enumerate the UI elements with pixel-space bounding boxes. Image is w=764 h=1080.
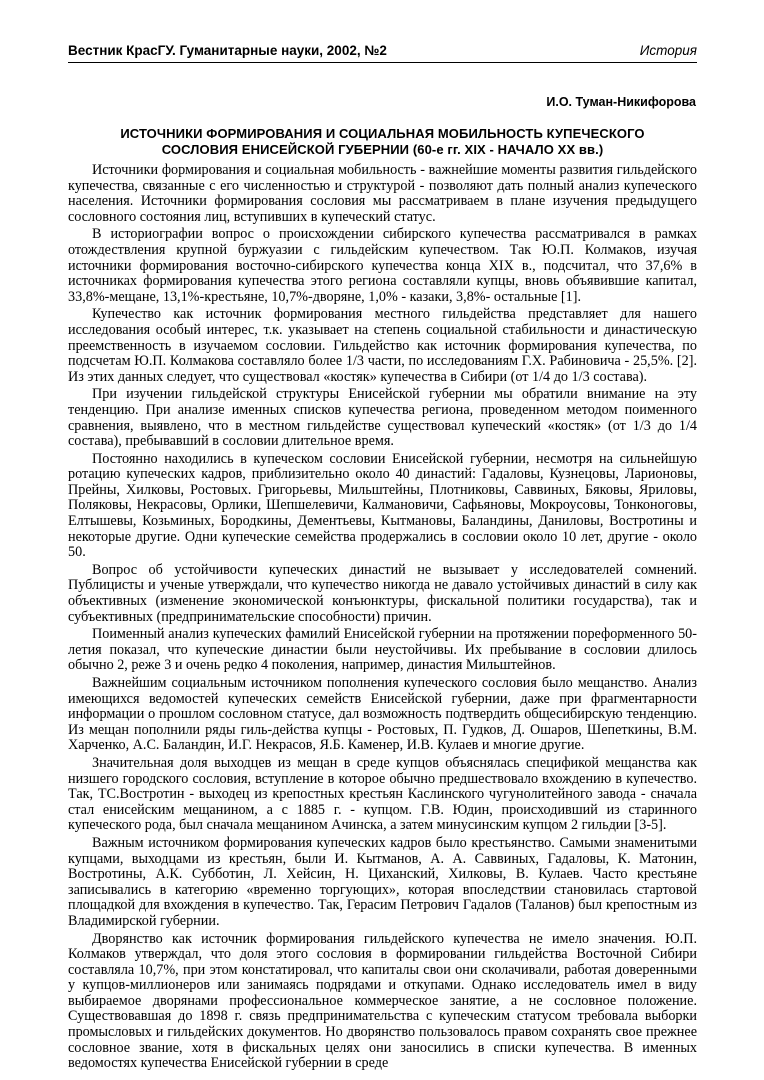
article-body <box>68 163 697 1074</box>
paragraph: Источники формирования и социальная мобильность - важнейшие моменты развития гильдейского купечества, связанные с его численностью и структурой - позволяют дать полный анализ купеческого населения. Источники формирования сословия мы рассматриваем в плане изучения предыдущего сословного состояния лиц, вступивших в купеческий статус. <box>68 162 697 225</box>
running-header <box>68 40 697 62</box>
section-name: История <box>639 43 697 58</box>
paragraph: В историографии вопрос о происхождении сибирского купечества рассматривался в рамках отождествления крупной буржуазии с гильдейским купечеством. Так Ю.П. Колмаков, изучая источники формирования восточно-сибирского купечества конца XIX в., подсчитал, что 37,6% в источниках формирования купечества этого региона составляли купцы, вновь объявившие капитал, 33,8%-мещане, 13,1%-крестьяне, 10,7%-дворяне, 1,0% - казаки, 3,8%- остальные [1]. <box>68 226 697 305</box>
paragraph: Важнейшим социальным источником пополнения купеческого сословия было мещанство. Анализ имеющихся ведомостей купеческих семейств Енисейской губернии, даже при фрагментарности информации о прошлом сословном статусе, дал возможность подтвердить общесибирскую тенденцию. Из мещан пополнили ряды гиль-действа купцы - Ростовых, П. Гудков, Д. Ошаров, Шепеткины, В.М. Харченко, А.С. Баландин, И.Г. Некрасов, Я.Б. Каменер, И.В. Кулаев и многие другие. <box>68 675 697 754</box>
header-rule <box>68 62 697 63</box>
article-title <box>68 126 697 158</box>
paragraph: Поименный анализ купеческих фамилий Енисейской губернии на протяжении пореформенного 50-летия показал, что купеческие династии были неустойчивы. Их пребывание в сословии длилось обычно 2, реже 3 и очень редко 4 поколения, например, династия Мильштейнов. <box>68 626 697 674</box>
paragraph: Купечество как источник формирования местного гильдейства представляет для нашего исследования особый интерес, т.к. указывает на степень социальной стабильности и династическую преемственность в изучаемом сословии. Гильдейство как источник формирования купечества, по подсчетам Ю.П. Колмакова составляло более 1/3 части, по исследованиям Г.Х. Рабиновича - 25,5%. [2]. Из этих данных следует, что существовал «костяк» купечества в Сибири (от 1/4 до 1/3 состава). <box>68 306 697 385</box>
paragraph: Значительная доля выходцев из мещан в среде купцов объяснялась спецификой мещанства как низшего городского сословия, вступление в которое обычно предшествовало вхождению в купечество. Так, ТС.Востротин - выходец из крепостных крестьян Каслинского чугунолитейного завода - сначала стал енисейским мещанином, а с 1885 г. - купцом. Г.В. Юдин, происходивший из старинного купеческого рода, был сначала мещанином Ачинска, а затем минусинским купцом 2 гильдии [3-5]. <box>68 754 697 834</box>
paragraph: Постоянно находились в купеческом сословии Енисейской губернии, несмотря на сильнейшую ротацию купеческих кадров, приблизительно около 40 династий: Гадаловы, Кузнецовы, Ларионовы, Прейны, Хилковы, Ростовых. Григорьевы, Мильштейны, Плотниковы, Саввиных, Бяковы, Яриловы, Поляковы, Некрасовы, Орлики, Шепшелевичи, Калмановичи, Сафьяновы, Мокроусовы, Тонконоговы, Елтышевы, Козьминых, Бородкины, Дементьевы, Кытмановы, Баландины, Даниловы, Востротины и некоторые другие. Одни купеческие семейства продержались в сословии около 10 лет, другие - около 50. <box>68 450 697 561</box>
paragraph: При изучении гильдейской структуры Енисейской губернии мы обратили внимание на эту тенденцию. При анализе именных списков купечества региона, проведенном методом поименного сравнения, выявлено, что в местном гильдействе существовал купеческий «костяк» (от 1/3 до 1/4 состава), пребывавший в сословии длительное время. <box>68 386 697 450</box>
paragraph: Вопрос об устойчивости купеческих династий не вызывает у исследователей сомнений. Публицисты и ученые утверждали, что купечество никогда не давало устойчивых династий в силу как объективных (изменение экономической конъюнктуры, фискальной политики государства), так и субъективных (предпринимательские способности) причин. <box>68 561 697 625</box>
paragraph: Важным источником формирования купеческих кадров было крестьянство. Самыми знаменитыми купцами, выходцами из крестьян, были И. Кытманов, А. А. Саввиных, Гадаловы, К. Матонин, Востротины, А.К. Субботин, Л. Хейсин, Н. Циханский, Хилковы, В. Кулаев. Часто крестьяне записывались в категорию «временно торгующих», которая впоследствии становилась стартовой площадкой для вхождения в купечество. Так, Герасим Петрович Гадалов (Таланов) был крепостным из Владимирской губернии. <box>68 834 697 929</box>
title-line-2: СОСЛОВИЯ ЕНИСЕЙСКОЙ ГУБЕРНИИ (60-е гг. XIX - НАЧАЛО XX вв.) <box>161 142 604 157</box>
author-name: И.О. Туман-Никифорова <box>546 95 696 109</box>
paragraph: Дворянство как источник формирования гильдейского купечества не имело значения. Ю.П. Колмаков утверждал, что доля этого сословия в формировании гильдейства Восточной Сибири составляла 10,7%, при этом констатировал, что капиталы свои они сколачивали, работая доверенными у купцов-миллионеров или занимаясь подрядами и откупами. Однако исследователь имел в виду выбираемое дворянами профессиональное коммерческое занятие, а не сословное положение. Существовавшая до 1898 г. связь предпринимательства с купеческим статусом требовала выборки промысловых и гильдейских документов. Но дворянство пользовалось правом сохранять свое прежнее сословное звание, хотя в фискальных целях они заносились в списки купечества. В именных ведомостях купечества Енисейской губернии в среде <box>68 930 697 1072</box>
title-line-1: ИСТОЧНИКИ ФОРМИРОВАНИЯ И СОЦИАЛЬНАЯ МОБИЛЬНОСТЬ КУПЕЧЕСКОГО <box>120 126 645 141</box>
journal-title: Вестник КрасГУ. Гуманитарные науки, 2002, №2 <box>68 43 387 58</box>
